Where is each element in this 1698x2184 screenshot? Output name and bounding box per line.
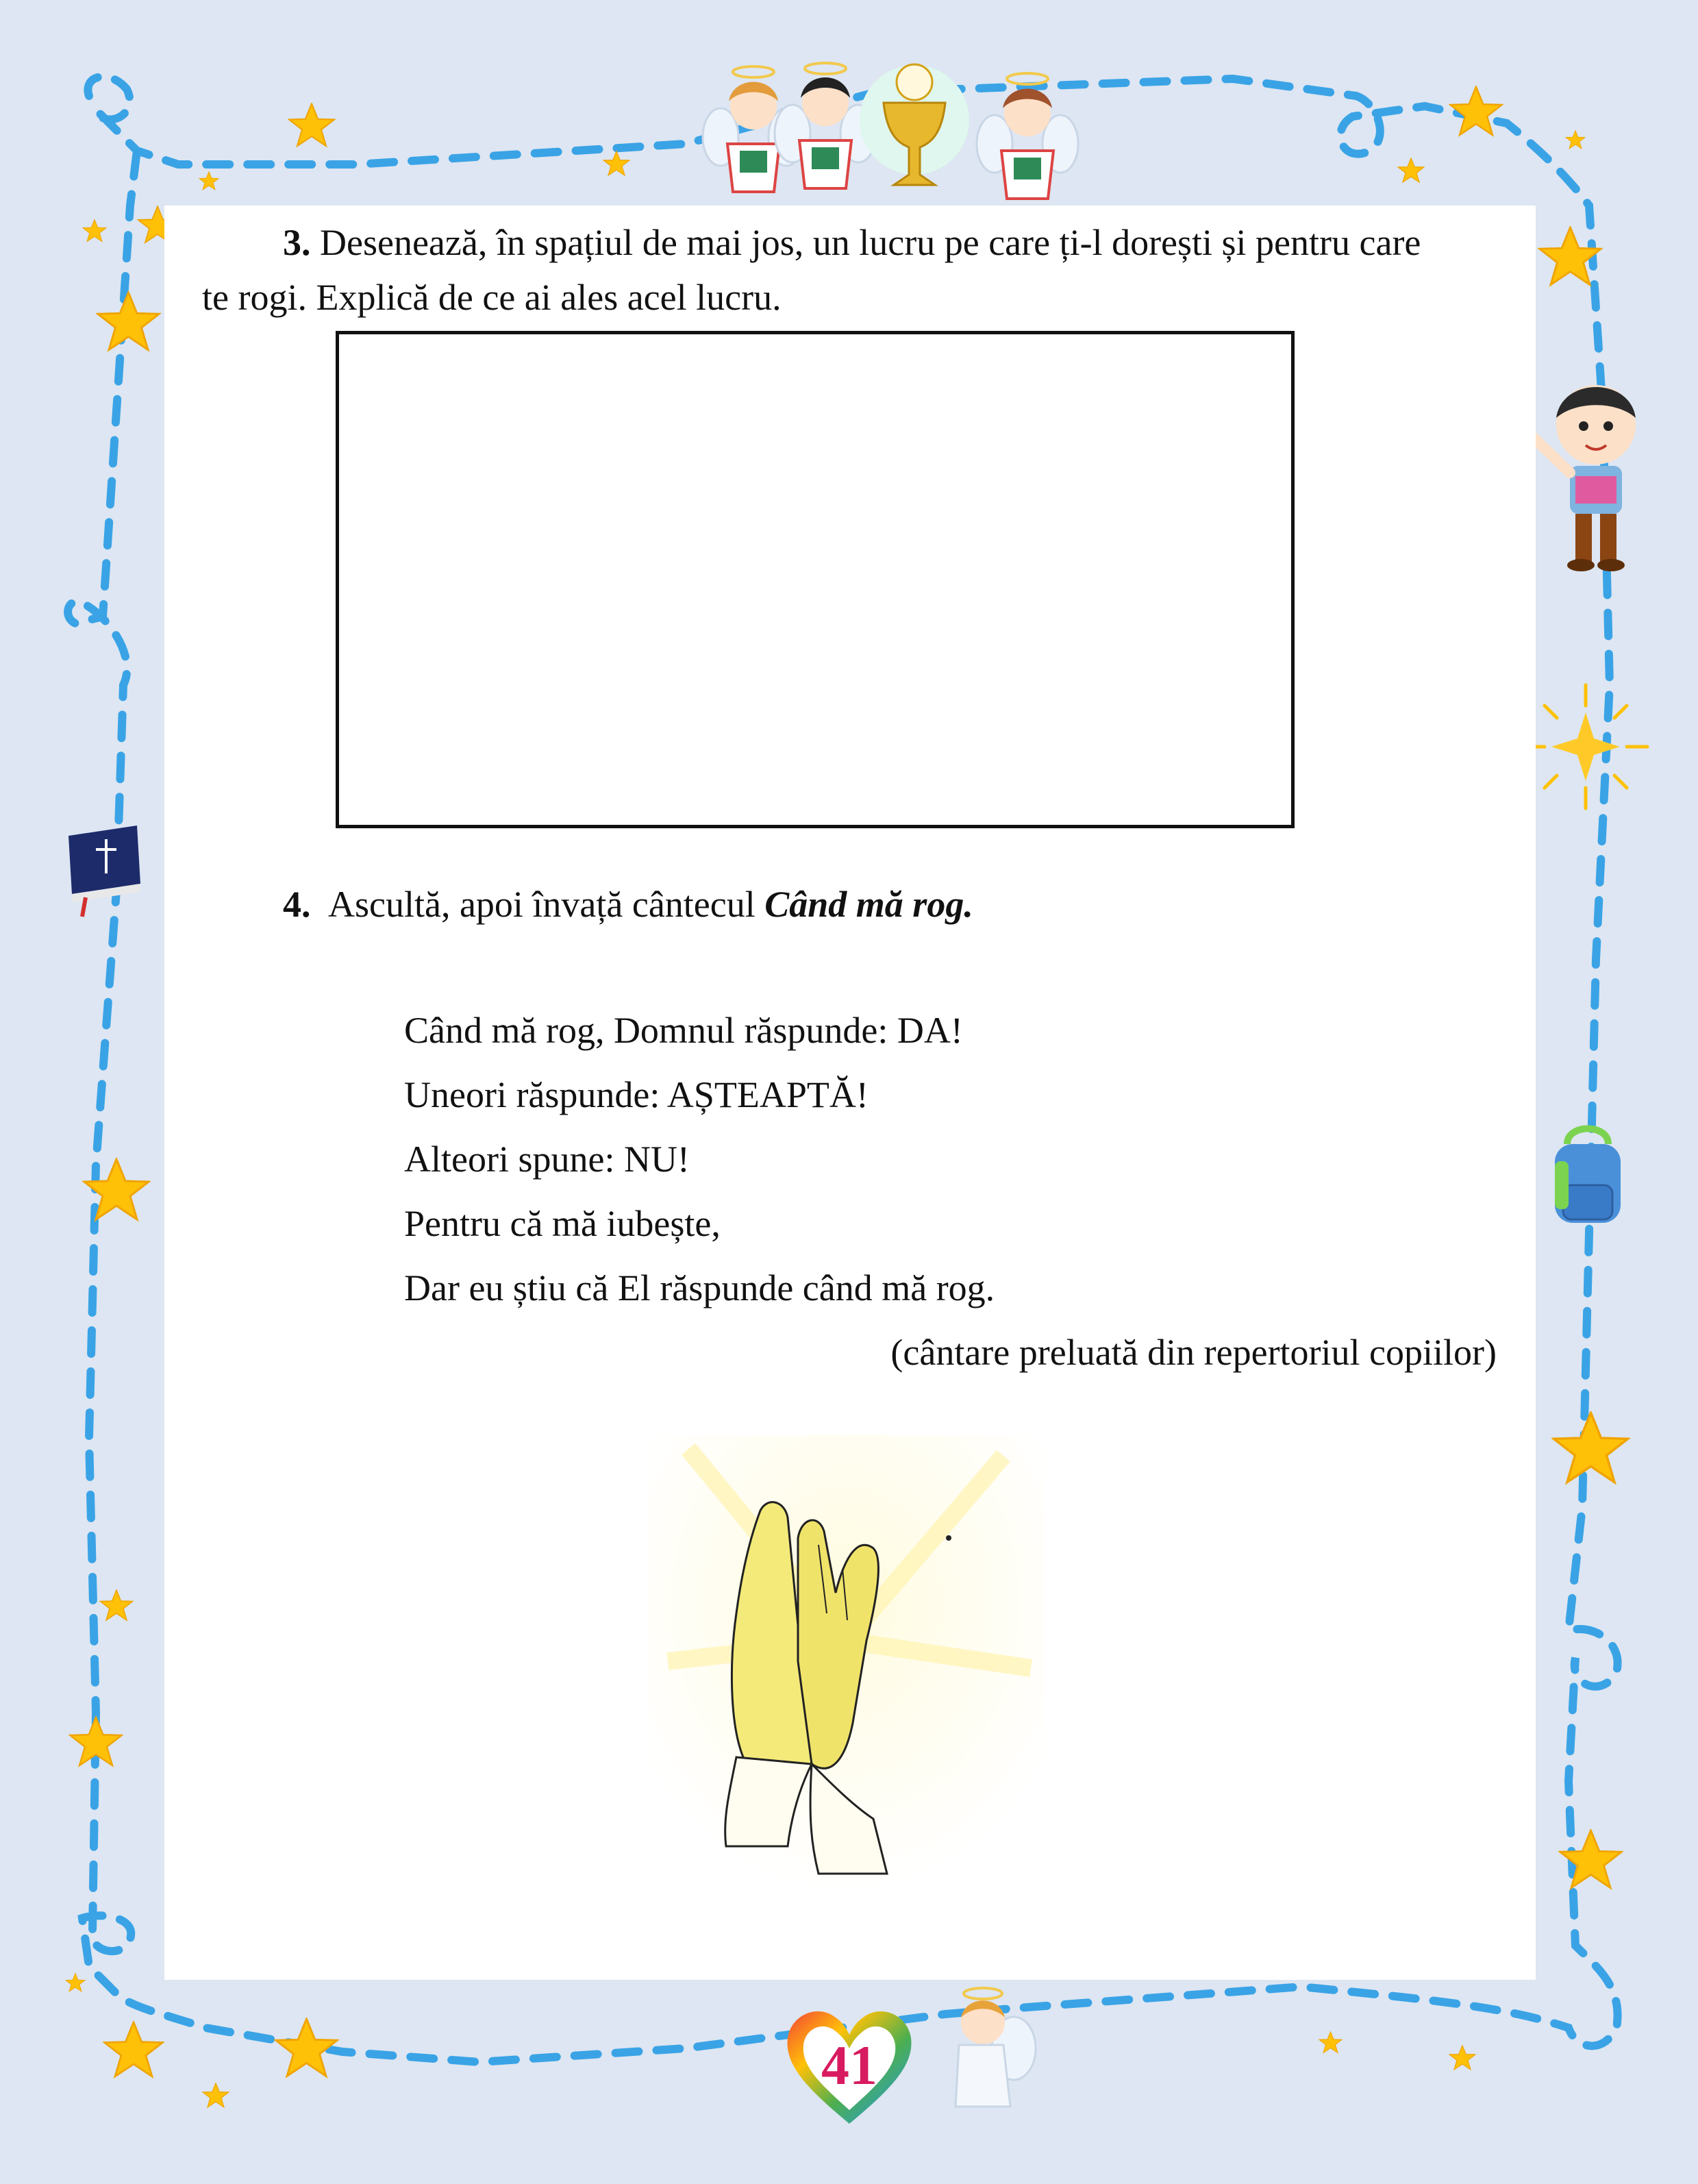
song-line: Dar eu știu că El răspunde când mă rog. [404, 1267, 995, 1308]
drawing-area[interactable] [336, 331, 1295, 828]
exercise-3-text: Desenează, în spațiul de mai jos, un lucru pe care ți-l dorești și pentru care [320, 222, 1421, 263]
exercise-3-line-1 [283, 221, 1421, 264]
song-line: Uneori răspunde: AȘTEAPTĂ! [404, 1074, 869, 1115]
angel-icon [977, 73, 1078, 199]
page-number: 41 [821, 2034, 877, 2096]
exercise-4-instruction [283, 882, 973, 926]
star-icon [1566, 131, 1585, 149]
song-source: (cântare preluată din repertoriul copiilor) [890, 1332, 1497, 1373]
bible-icon [68, 826, 140, 917]
star-icon [66, 1974, 85, 1991]
star-icon [199, 172, 219, 190]
star-icon [1450, 87, 1501, 135]
star-icon [1560, 1831, 1621, 1888]
sparkle-star-icon [1524, 685, 1647, 808]
exercise-4-text: Ascultă, apoi învață cântecul [328, 884, 765, 925]
star-icon [98, 293, 159, 350]
exercise-3-number: 3. [283, 222, 311, 263]
star-icon [276, 2019, 337, 2076]
backpack-icon [1555, 1129, 1621, 1224]
praying-hands-icon [647, 1435, 1045, 1915]
star-icon [1449, 2046, 1475, 2070]
song-title: Când mă rog. [764, 884, 973, 925]
star-icon [1553, 1413, 1627, 1482]
song-line: Pentru că mă iubește, [404, 1203, 721, 1244]
star-icon [603, 151, 629, 175]
star-icon [101, 1590, 133, 1620]
star-icon [1319, 2032, 1342, 2053]
exercise-4-number: 4. [283, 884, 311, 925]
exercise-3-line-2: te rogi. Explică de ce ai ales acel lucru. [202, 277, 782, 318]
star-icon [1398, 158, 1424, 182]
star-icon [203, 2083, 229, 2107]
song-line: Când mă rog, Domnul răspunde: DA! [404, 1010, 963, 1051]
star-icon [289, 103, 334, 146]
star-icon [105, 2022, 163, 2076]
chalice-icon [860, 64, 969, 185]
boy-waving-icon [1534, 385, 1636, 571]
star-icon [1540, 227, 1601, 285]
star-icon [83, 220, 106, 242]
song-line: Alteori spune: NU! [404, 1139, 690, 1180]
